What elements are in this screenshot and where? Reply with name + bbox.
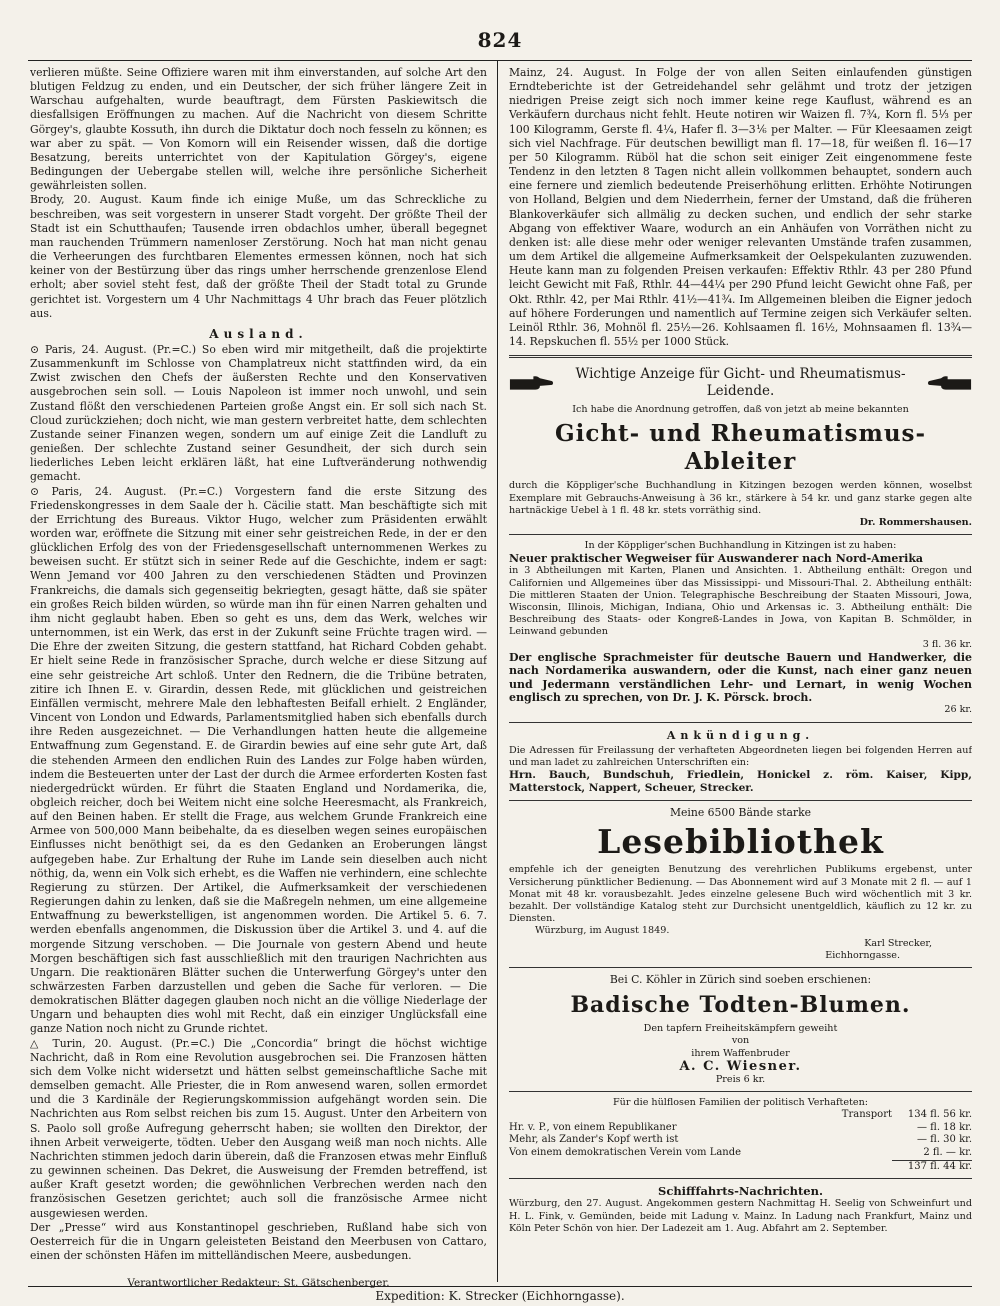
ad-lesebibliothek-intro: Meine 6500 Bände starke xyxy=(669,806,812,820)
article-brody: Brody, 20. August. Kaum finde ich einige Muße, um das Schreckliche zu beschreiben, was seit vorgestern in unserer Stadt vorgeht. Der größte Theil der Stadt ist ein Schutthaufen; Tausende irren obdachlos umher, überall begegnet man rauchenden Trümmern namenloser Zerstörung. Noch hat man nicht genau die Verheerungen des furchtbaren Elementes ermessen können, noch hat sich keiner von der Bestürzung über das rings umher herrschende grenzenlose Elend erholt; aber soviel steht fest, daß der größte Theil der Stadt total zu Grunde gerichtet ist. Vorgestern um 4 Uhr Nachmittags 4 Uhr brach das Feuer plötzlich aus. xyxy=(30,193,487,320)
table-row xyxy=(509,1147,972,1160)
ad-sprachmeister-title: Der englische Sprachmeister für deutsche Bauern und Handwerker, die nach Nordamerika auswandern, oder die Kunst, nach einer ganz neuen und Jedermann verständlichen Lehr- und Lernart, in wenig Wochen englisch zu sprechen, von Dr. J. K. Pörsck. broch. xyxy=(509,650,972,704)
ad-ankuendigung xyxy=(509,729,972,796)
donations-table xyxy=(509,1109,972,1173)
ad-todten-blumen-dedication: Den tapfern Freiheitskämpfern geweiht xyxy=(643,1023,838,1035)
donation-label: Von einem demokratischen Verein vom Lande xyxy=(509,1147,742,1159)
donations-transport-row xyxy=(509,1109,972,1122)
ad-separator xyxy=(509,722,972,723)
ad-separator xyxy=(509,800,972,801)
donations-transport-label: Transport xyxy=(841,1109,892,1121)
article-konstantinopel: Der „Presse“ wird aus Konstantinopel geschrieben, Rußland habe sich von Oesterreich für die in Ungarn geleisteten Beistand den Meerbusen von Cattaro, einen der schönsten Häfen im mittelländischen Meere, ausbedungen. xyxy=(30,1220,487,1262)
top-rule xyxy=(28,60,972,61)
ad-todten-blumen-price: Preis 6 kr. xyxy=(715,1073,766,1085)
ad-lesebibliothek-title: Lesebibliothek xyxy=(597,822,884,862)
ad-gicht-product: Gicht- und Rheumatismus-Ableiter xyxy=(554,420,927,476)
ad-gicht-intro: Ich habe die Anordnung getroffen, daß von jetzt ab meine bekannten xyxy=(572,404,909,416)
donations-title: Für die hülflosen Familien der politisch Verhafteten: xyxy=(613,1097,868,1109)
ad-todten-blumen-von: von xyxy=(731,1035,750,1047)
article-paris-1: ⊙ Paris, 24. August. (Pr.=C.) So eben wird mir mitgetheilt, daß die projektirte Zusammenkunft im Schlosse von Champlatreux nicht stattfinden wird, da ein Zwist zwischen den Chefs der äußersten Rechte und den Konservativen ausgebrochen sein soll. — Louis Napoleon ist immer noch unwohl, und sein Zustand flößt den verschiedenen Parteien große Angst ein. Er soll sich nach St. Cloud zurückziehen; doch nicht, wie man gestern verbreitet hatte, dem schlechten Zustande seiner Finanzen wegen, sondern um auf einige Zeit die Landluft zu genießen. Der schlechte Zustand seiner Gesundheit, der sich durch sein liederliches Leben leicht erklären läßt, hat eine Luftveränderung nothwendig gemacht. xyxy=(30,342,487,484)
left-column xyxy=(30,66,487,1266)
ad-separator xyxy=(509,1091,972,1092)
ad-separator xyxy=(509,967,972,968)
section-rule xyxy=(509,355,972,358)
ad-todten-blumen-author: A. C. Wiesner. xyxy=(679,1058,802,1074)
donations-transport-amount: 134 fl. 56 kr. xyxy=(907,1109,972,1121)
donation-label: Hr. v. P., von einem Republikaner xyxy=(509,1121,677,1133)
article-turin: △ Turin, 20. August. (Pr.=C.) Die „Concordia“ bringt die höchst wichtige Nachricht, daß in Rom eine Revolution ausgebrochen sei. Die Franzosen hätten sich dem Volke nicht widersetzt und hätten selbst gemeinschaftliche Sache mit demselben gemacht. Alle Priester, die in Rom anwesend waren, sollen ermordet und die 3 Kardinäle der Regierungskommission aufgehängt worden sein. Die Nachrichten aus Rom selbst reichen bis zum 15. August. Unter den Arbeitern von S. Paolo soll große Aufregung geherrscht haben; sie wollten den Direktor, der ihnen Arbeit verweigerte, tödten. Ueber den Ausgang weiß man noch nichts. Alle Nachrichten stimmen jedoch darin überein, daß die Franzosen etwas mehr Einfluß zu gewinnen scheinen. Das Dekret, die Ausweisung der Fremden betreffend, ist außer Kraft gesetzt worden; die gewöhnlichen Verbrechen werden nach den französischen Gesetzen gerichtet; auch soll die französische Armee nicht ausgewiesen werden. xyxy=(30,1036,487,1220)
ad-ankuendigung-body: Die Adressen für Freilassung der verhafteten Abgeordneten liegen bei folgenden Herren auf und man ladet zu zahlreichen Unterschriften ein: xyxy=(509,744,972,768)
ad-separator xyxy=(509,1178,972,1179)
ad-wegweiser-price: 3 fl. 36 kr. xyxy=(922,638,972,650)
ad-lesebibliothek-body: empfehle ich der geneigten Benutzung des verehrlichen Publikums ergebenst, unter Versicherung pünktlicher Bedienung. — Das Abonnement wird auf 3 Monate mit 2 fl. — auf 1 Monat mit 48 kr. vorausbezahlt. Jedes einzelne gelesene Buch wird wöchentlich mit 3 kr. bezahlt. Der vollständige Katalog steht zur Durchsicht unentgeldlich, käuflich zu 12 kr. zu Diensten. xyxy=(509,864,972,925)
donations-total: 137 fl. 44 kr. xyxy=(892,1160,972,1173)
ad-ankuendigung-names: Hrn. Bauch, Bundschuh, Friedlein, Honickel z. röm. Kaiser, Kipp, Matterstock, Nappert, Scheuer, Strecker. xyxy=(509,769,972,795)
ad-todten-blumen-intro: Bei C. Köhler in Zürich sind soeben erschienen: xyxy=(609,972,872,986)
ad-gicht-body: durch die Köppliger'sche Buchhandlung in Kitzingen bezogen werden können, woselbst Exemplare mit Gebrauchs-Anweisung à 36 kr., stärkere à 54 kr. und ganz starke gegen alte hartnäckige Uebel à 1 fl. 48 kr. stets vorräthig sind. xyxy=(509,480,972,516)
ad-lesebibliothek-place: Würzburg, im August 1849. xyxy=(535,925,670,937)
ad-todten-blumen-title: Badische Todten-Blumen. xyxy=(570,992,911,1019)
article-mainz-market: Mainz, 24. August. In Folge der von allen Seiten einlaufenden günstigen Erndteberichte ist der Getreidehandel sehr gelähmt und trotz der jetzigen niedrigen Preise zeigt sich noch immer keine rege Kauflust, während es an Verkäufern durchaus nicht fehlt. Heute notiren wir Waizen fl. 7¾, Korn fl. 5⅓ per 100 Kilogramm, Gerste fl. 4¼, Hafer fl. 3—3⅙ per Malter. — Für Kleesaamen zeigt sich viel Nachfrage. Für deutschen bewilligt man fl. 17—18, für weißen fl. 16—17 per 50 Kilogramm. Rüböl hat die schon seit einiger Zeit eingenommene feste Tendenz in den letzten 8 Tagen nicht allein vollkommen behauptet, sondern auch eine fernere und ziemlich bedeutende Preiserhöhung erlitten. Erhöhte Notirungen von Holland, Belgien und dem Niederrhein, ferner der Umstand, daß die früheren Blankoverkäufer sich allmälig zu decken suchen, und endlich der sehr starke Abgang von effektiver Waare, wodurch an ein Anhäufen von Vorräthen nicht zu denken ist: alle diese mehr oder weniger relevanten Umstände trafen zusammen, um dem Artikel die allgemeine Aufmerksamkeit der Oelspekulanten zuzuwenden. Heute kann man zu folgenden Preisen verkaufen: Effektiv Rthlr. 43 per 280 Pfund leicht Gewicht mit Faß, Rthlr. 44—44¼ per 290 Pfund leicht Gewicht ohne Faß, per Okt. Rthlr. 42, per Mai Rthlr. 41½—41¾. Im Allgemeinen bleiben die Eigner jedoch auf höhere Forderungen und namentlich auf Termine zeigen sich Verkäufer selten. Leinöl Rthlr. 36, Mohnöl fl. 25½—26. Kohlsaamen fl. 16½, Mohnsaamen fl. 13¾—14. Repskuchen fl. 55½ per 1000 Stück. xyxy=(509,66,972,348)
shipping-news xyxy=(509,1184,972,1235)
ad-todten-blumen-bruder: ihrem Waffenbruder xyxy=(691,1047,790,1059)
ad-wegweiser-intro: In der Köppliger'schen Buchhandlung in Kitzingen ist zu haben: xyxy=(584,540,897,552)
ad-gicht xyxy=(509,366,972,529)
column-divider xyxy=(497,60,498,1282)
right-column xyxy=(509,66,972,1266)
section-heading-ausland: Ausland. xyxy=(209,326,308,341)
ad-gicht-signature: Dr. Rommershausen. xyxy=(859,516,972,528)
editor-line: Verantwortlicher Redakteur: St. Gätschenberger. xyxy=(127,1277,390,1289)
ad-lesebibliothek-signature: Karl Strecker, xyxy=(864,937,932,949)
ad-separator xyxy=(509,534,972,535)
donation-amount: 2 fl. — kr. xyxy=(923,1147,972,1159)
pointing-hand-left-icon xyxy=(927,373,972,393)
donation-amount: — fl. 30 kr. xyxy=(916,1134,972,1146)
ad-gicht-title: Wichtige Anzeige für Gicht- und Rheumatismus-Leidende. xyxy=(575,366,906,400)
donation-label: Mehr, als Zander's Kopf werth ist xyxy=(509,1134,679,1146)
donation-amount: — fl. 18 kr. xyxy=(916,1121,972,1133)
ad-wegweiser xyxy=(509,540,972,716)
article-paris-2: ⊙ Paris, 24. August. (Pr.=C.) Vorgestern fand die erste Sitzung des Friedenskongresses in dem Saale der h. Cäcilie statt. Man beschäftigte sich mit der Errichtung des Bureaus. Viktor Hugo, welcher zum Präsidenten erwählt worden war, eröffnete die Sitzung mit einer sehr geistreichen Rede, in der er den glücklichen Erfolg des von der Friedensgesellschaft unternommenen Werkes zu beweisen sucht. Er stützt sich in seiner Rede auf die Geschichte, indem er sagt: Wenn Jemand vor 400 Jahren zu den verschiedenen Städten und Provinzen Frankreichs, die damals sich gegenseitig bekriegten, gesagt hätte, daß sie später ein großes Reich bilden würden, so würde man ihn für einen Narren gehalten und ihm nicht geglaubt haben. Eben so geht es uns, dem das Werk, welches wir unternommen, ist ein Werk, das erst in der Zukunft seine Früchte tragen wird. — Die Ehre der zweiten Sitzung, die gestern stattfand, hat Richard Cobden gehabt. Er hielt seine Rede in französischer Sprache, durch welche er diese Sitzung auf eine sehr geistreiche Art schloß. Unter den Rednern, die die Tribüne betraten, zitire ich Ihnen E. v. Girardin, dessen Rede, mit glücklichen und geistreichen Einfällen vermischt, mehrere Male den lebhaftesten Beifall erhielt. 2 Engländer, Vincent von London und Edwards, Parlamentsmitglied haben sich ebenfalls durch ihre Reden ausgezeichnet. — Die Verhandlungen hatten heute die allgemeine Entwaffnung zum Gegenstand. E. de Girardin bewies auf eine sehr gute Art, daß die stehenden Armeen den endlichen Ruin des Landes zur Folge haben würden, indem die Besteuerten unter der Last der durch die Armee erforderten Kosten fast niedergedrückt würden. Er führt die Staaten England und Nordamerika, die, obgleich reicher, doch bei Weitem nicht eine solche Heeresmacht, als Frankreich, auf den Beinen haben. Er stellt die Frage, aus welchem Grunde Frankreich eine Armee von 500,000 Mann beibehalte, da es dieselben wegen seines europäischen Einflusses nicht benöthigt sei, da es den Gedanken an Eroberungen längst aufgegeben habe. Zur Erhaltung der Ruhe im Lande sein dieselben auch nicht nöthig, da, wenn ein Volk sich erhebt, es die Waffen nie verhindern, eine schlechte Regierung zu stürzen. Der Artikel, die Aufmerksamkeit der verschiedenen Regierungen dahin zu lenken, daß sie die Maßregeln nehmen, um eine allgemeine Entwaffnung zu bewerkstelligen, ist angenommen worden. Die Artikel 5. 6. 7. werden ebenfalls angenommen, die Diskussion über die Artikel 3. und 4. auf die morgende Sitzung verschoben. — Die Journale von gestern Abend und heute Morgen beschäftigen sich fast ausschließlich mit den traurigen Nachrichten aus Ungarn. Die reaktionären Blätter suchen die Unterwerfung Görgey's unter den schwärzesten Farben darzustellen und geben die Sache für verloren. — Die demokratischen Blätter dagegen glauben noch nicht an die völlige Niederlage der Ungarn und behaupten dies wohl mit Recht, daß ein einziger Unglücksfall eine ganze Nation noch nicht zu Grunde richtet. xyxy=(30,484,487,1036)
bottom-rule xyxy=(28,1286,972,1287)
donations-list xyxy=(509,1097,972,1173)
ad-lesebibliothek-address: Eichhorngasse. xyxy=(825,949,900,961)
expedition-line: Expedition: K. Strecker (Eichhorngasse). xyxy=(375,1289,625,1303)
ad-lesebibliothek xyxy=(509,806,972,962)
table-row xyxy=(509,1134,972,1147)
ad-ankuendigung-heading: Ankündigung. xyxy=(666,728,815,742)
shipping-body: Würzburg, den 27. August. Angekommen gestern Nachmittag H. Seelig von Schweinfurt und H. L. Fink, v. Gemünden, beide mit Ladung v. Mainz. In Ladung nach Frankfurt, Mainz und Köln Peter Schön von hier. Der Ladezeit am 1. Aug. Abfahrt am 2. September. xyxy=(509,1198,972,1234)
ad-wegweiser-body: in 3 Abtheilungen mit Karten, Planen und Ansichten. 1. Abtheilung enthält: Oregon und Californien und Allgemeines über das Mississippi- und Missouri-Thal. 2. Abtheilung enthält: Die mittleren Staaten der Union. Telegraphische Beschreibung der Staaten Missouri, Jowa, Wisconsin, Illinois, Michigan, Indiana, Ohio und Arkensas ic. 3. Abtheilung enthält: Die Beschreibung des Staats- oder Kongreß-Landes in Jowa, von Kapitan B. Schmölder, in Leinwand gebunden xyxy=(509,565,972,638)
donations-total-row xyxy=(509,1160,972,1173)
shipping-heading: Schifffahrts-Nachrichten. xyxy=(658,1184,823,1199)
ad-sprachmeister-price: 26 kr. xyxy=(944,704,972,716)
ad-todten-blumen xyxy=(509,973,972,1086)
page-number: 824 xyxy=(477,28,523,52)
article-continuation: verlieren müßte. Seine Offiziere waren mit ihm einverstanden, auf solche Art den blutigen Feldzug zu enden, und ein Deutscher, der sich früher längere Zeit in Warschau aufgehalten, wurde beauftragt, dem Fürsten Paskiewitsch die diesfallsigen Eröffnungen zu machen. Auf die Nachricht von diesem Schritte Görgey's, glaubte Kossuth, ihn durch die Diktatur doch noch fesseln zu können; es war aber zu spät. — Von Komorn will ein Reisender wissen, daß die dortige Besatzung, bereits unterrichtet von der Kapitulation Görgey's, eigene Bedingungen der Uebergabe stellen will, welche ihre persönliche Sicherheit gewährleisten sollen. xyxy=(30,66,487,193)
ad-wegweiser-title: Neuer praktischer Wegweiser für Auswanderer nach Nord-Amerika xyxy=(509,552,924,566)
pointing-hand-right-icon xyxy=(509,373,554,393)
table-row xyxy=(509,1122,972,1135)
